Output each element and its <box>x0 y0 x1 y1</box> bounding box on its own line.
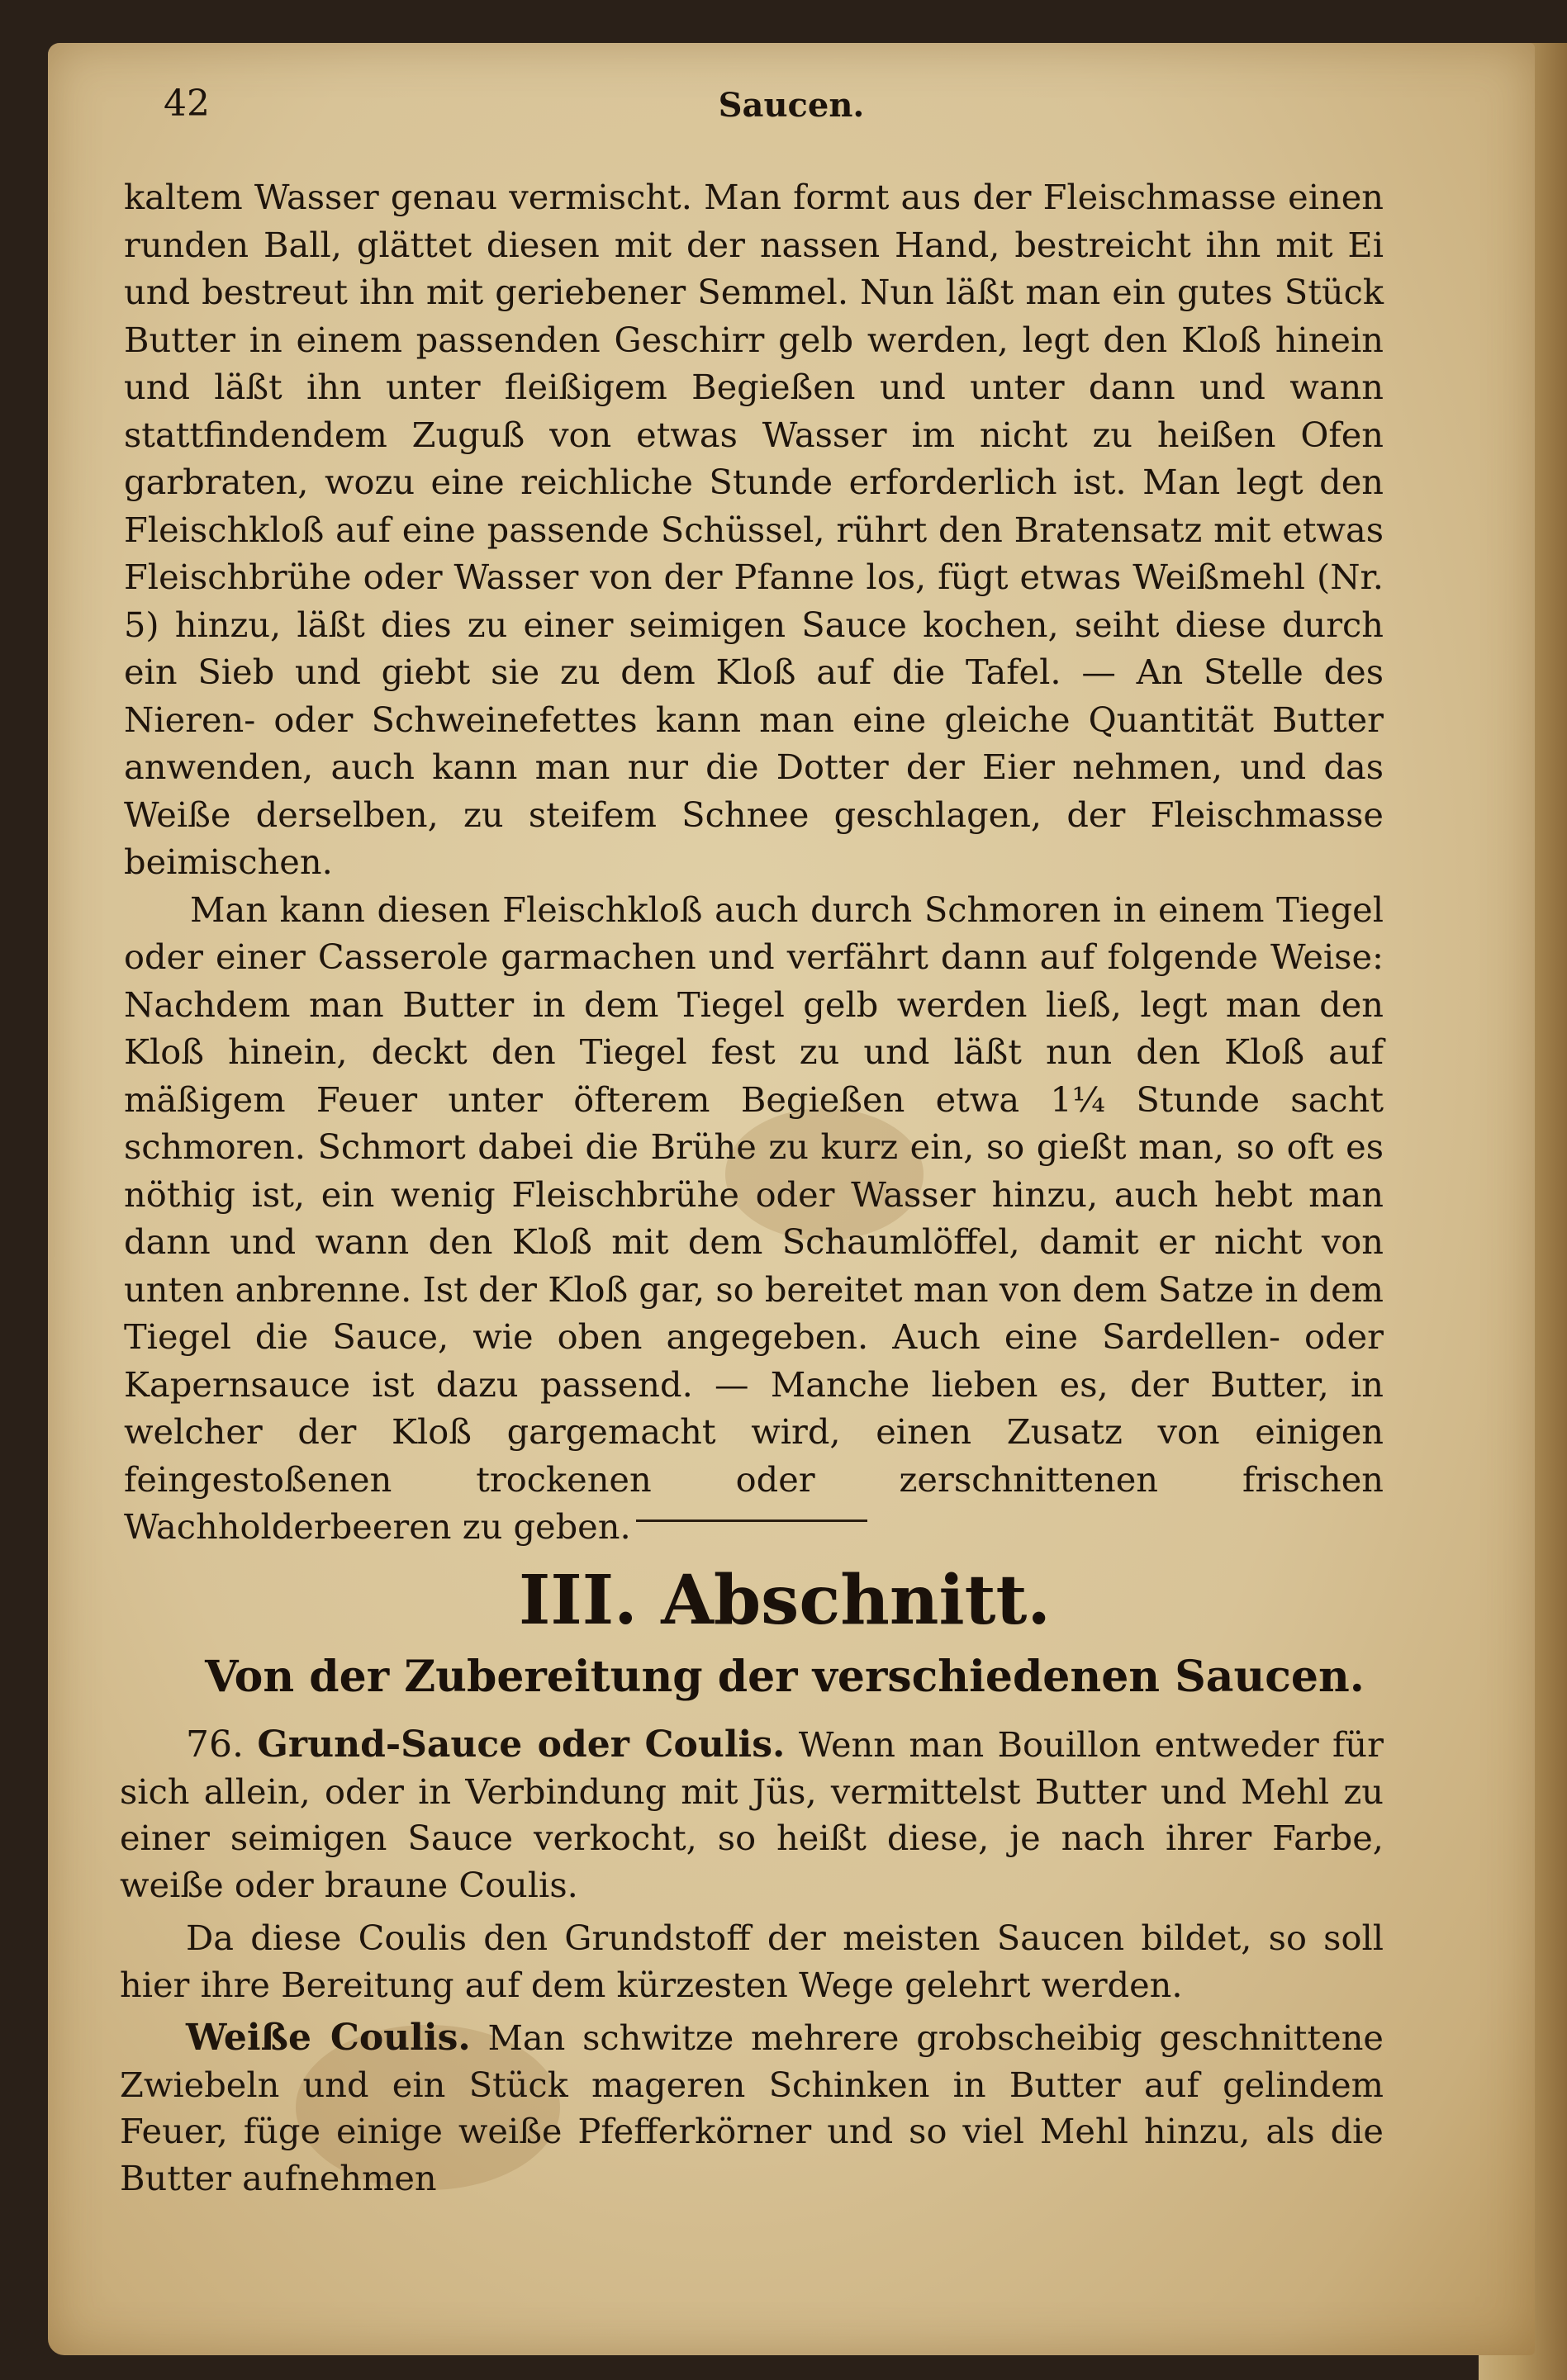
weisse-coulis-text: Man schwitze mehrere grobscheibig geschnittene Zwiebeln und ein Stück mageren Schinken in Butter auf gelindem Feuer, füge einige weiße Pfefferkörner und so viel Mehl hinzu, als die Butter aufnehmen <box>120 2017 1384 2198</box>
section-divider <box>636 1520 867 1522</box>
weisse-coulis <box>120 2015 1384 2202</box>
body-text <box>124 173 1384 1551</box>
running-title: Saucen. <box>718 86 865 125</box>
page-header <box>164 83 1419 140</box>
recipe-76 <box>120 1722 1384 1908</box>
paragraph-continued: kaltem Wasser genau vermischt. Man formt aus der Fleischmasse einen runden Ball, glättet diesen mit der nassen Hand, bestreicht ihn mit Ei und bestreut ihn mit geriebener Semmel. Nun läßt man ein gutes Stück Butter in einem passenden Geschirr gelb werden, legt den Kloß hinein und läßt ihn unter fleißigem Begießen und unter dann und wann stattfindendem Zuguß von etwas Wasser im nicht zu heißen Ofen garbraten, wozu eine reichliche Stunde erforderlich ist. Man legt den Fleischkloß auf eine passende Schüssel, rührt den Bratensatz mit etwas Fleischbrühe oder Wasser von der Pfanne los, fügt etwas Weißmehl (Nr. 5) hinzu, läßt dies zu einer seimigen Sauce kochen, seiht diese durch ein Sieb und giebt sie zu dem Kloß auf die Tafel. — An Stelle des Nieren- oder Schweinefettes kann man eine gleiche Quantität Butter anwenden, auch kann man nur die Dotter der Eier nehmen, und das Weiße derselben, zu steifem Schnee geschlagen, der Fleischmasse beimischen. <box>124 177 1384 882</box>
recipe-heading: Grund-Sauce oder Coulis. <box>257 1723 786 1766</box>
recipe-76-note: Da diese Coulis den Grundstoff der meisten Saucen bildet, so soll hier ihre Bereitung auf dem kürzesten Wege gelehrt werden. <box>120 1918 1384 2005</box>
recipe-section <box>120 1722 1384 2208</box>
weisse-coulis-heading: Weiße Coulis. <box>186 2017 471 2059</box>
recipe-text: Wenn man Bouillon entweder für sich allein, oder in Verbindung mit Jüs, vermittelst Butter und Mehl zu einer seimigen Sauce verkocht, so heißt diese, je nach ihrer Farbe, weiße oder braune Coulis. <box>120 1724 1384 1905</box>
page-number: 42 <box>164 83 210 125</box>
paragraph-schmoren: Man kann diesen Fleischkloß auch durch Schmoren in einem Tiegel oder einer Casserole garmachen und verfährt dann auf folgende Weise: Nachdem man Butter in dem Tiegel gelb werden ließ, legt man den Kloß hinein, deckt den Tiegel fest zu und läßt nun den Kloß auf mäßigem Feuer unter öfterem Begießen etwa 1¼ Stunde sacht schmoren. Schmort dabei die Brühe zu kurz ein, so gießt man, so oft es nöthig ist, ein wenig Fleischbrühe oder Wasser hinzu, auch hebt man dann und wann den Kloß mit dem Schaumlöffel, damit er nicht von unten anbrenne. Ist der Kloß gar, so bereitet man von dem Satze in dem Tiegel die Sauce, wie oben angegeben. Auch eine Sardellen- oder Kapernsauce ist dazu passend. — Manche lieben es, der Butter, in welcher der Kloß gargemacht wird, einen Zusatz von einigen feingestoßenen trockenen oder zerschnittenen frischen Wachholderbeeren zu geben. <box>124 889 1384 1547</box>
section-subtitle: Von der Zubereitung der verschiedenen Saucen. <box>205 1652 1365 1702</box>
section-title: III. Abschnitt. <box>519 1561 1051 1640</box>
recipe-number: 76. <box>186 1723 244 1766</box>
